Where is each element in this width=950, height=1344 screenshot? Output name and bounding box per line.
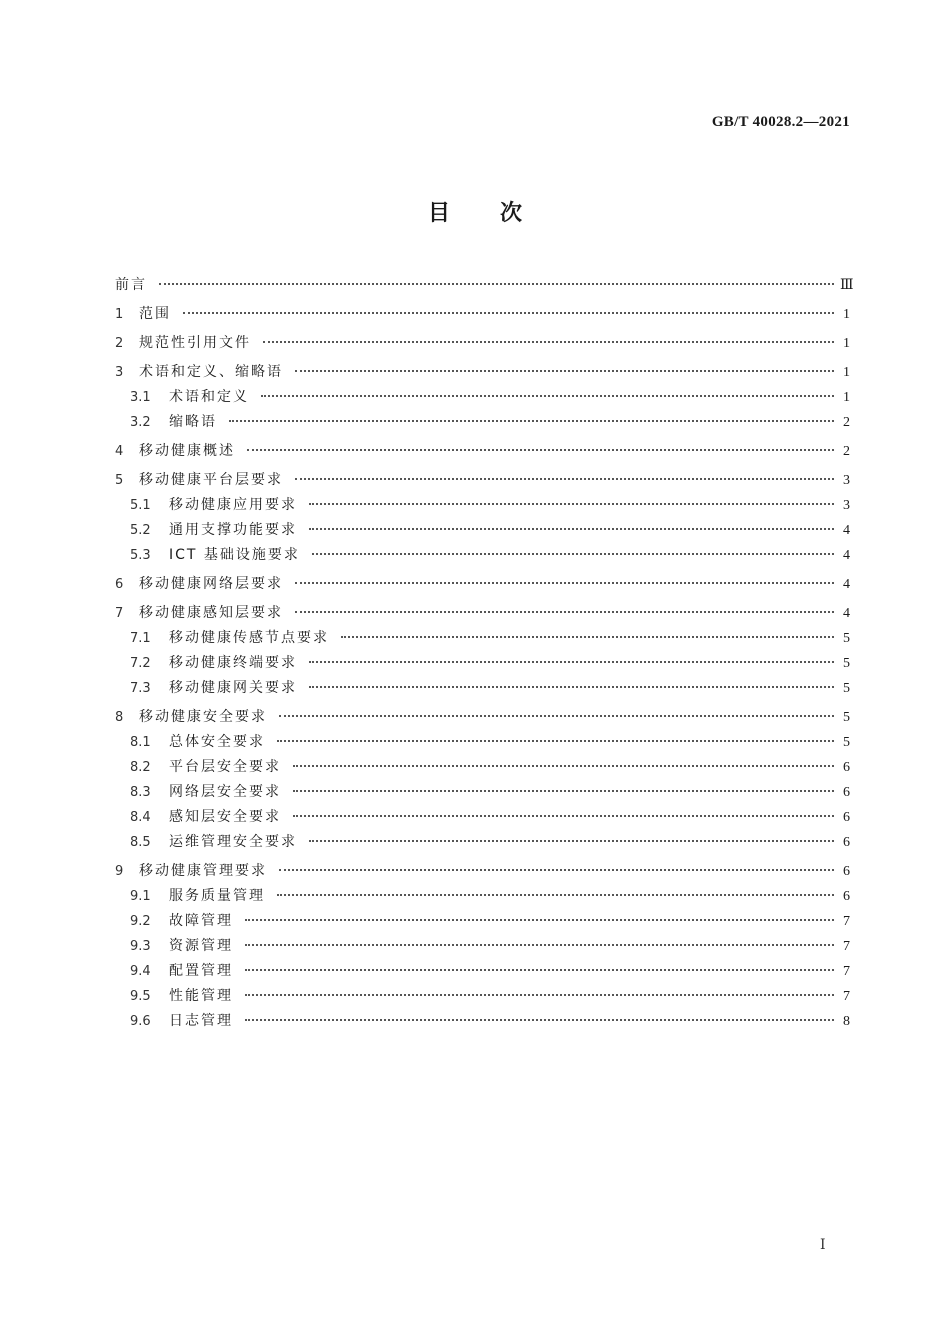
dot-leader: [309, 685, 834, 688]
toc-entry-page: 7: [843, 989, 850, 1004]
toc-entry[interactable]: [115, 1009, 850, 1034]
toc-entry-title: 总体安全要求: [169, 734, 265, 750]
toc-entry-title: 移动健康网关要求: [169, 680, 297, 696]
toc-entry[interactable]: [115, 959, 850, 984]
dot-leader: [183, 311, 834, 314]
toc-entry[interactable]: [115, 805, 850, 830]
toc-entry[interactable]: [115, 780, 850, 805]
toc-entry[interactable]: [115, 572, 850, 597]
standard-number: GB/T 40028.2—2021: [711, 114, 850, 130]
toc-entry-title: 日志管理: [169, 1013, 233, 1029]
toc-entry[interactable]: [115, 410, 850, 435]
toc-entry[interactable]: [115, 676, 850, 701]
toc-entry-page: 6: [843, 864, 850, 879]
toc-entry-title: 范围: [139, 306, 171, 322]
dot-leader: [293, 764, 834, 767]
dot-leader: [245, 993, 834, 996]
toc-entry-page: 2: [843, 444, 850, 459]
toc-entry-title: 移动健康安全要求: [139, 709, 267, 725]
toc-entry-title: 感知层安全要求: [169, 809, 281, 825]
dot-leader: [309, 839, 834, 842]
toc-entry-number: 7.1: [130, 631, 151, 646]
dot-leader: [245, 943, 834, 946]
toc-entry-title: ICT 基础设施要求: [169, 547, 300, 563]
toc-entry-number: 9.5: [130, 989, 151, 1004]
toc-entry-title: 平台层安全要求: [169, 759, 281, 775]
toc-entry-page: 3: [843, 498, 850, 513]
toc-entry[interactable]: [115, 730, 850, 755]
toc-entry-number: 1: [115, 307, 124, 322]
toc-entry-title: 术语和定义、缩略语: [139, 364, 283, 380]
toc-entry-title: 移动健康网络层要求: [139, 576, 283, 592]
table-of-contents: [115, 273, 854, 1034]
toc-entry-title: 通用支撑功能要求: [169, 522, 297, 538]
toc-entry-title: 服务质量管理: [169, 888, 265, 904]
toc-entry-number: 9.6: [130, 1014, 151, 1029]
dot-leader: [245, 1018, 834, 1021]
toc-entry[interactable]: [115, 601, 850, 626]
toc-entry-number: 9.2: [130, 914, 151, 929]
dot-leader: [229, 419, 834, 422]
dot-leader: [293, 789, 834, 792]
dot-leader: [309, 660, 834, 663]
dot-leader: [341, 635, 834, 638]
dot-leader: [263, 340, 834, 343]
toc-entry-title: 运维管理安全要求: [169, 834, 297, 850]
toc-entry[interactable]: [115, 273, 854, 298]
dot-leader: [309, 502, 834, 505]
toc-entry[interactable]: [115, 830, 850, 855]
toc-entry[interactable]: [115, 626, 850, 651]
toc-entry-number: 8.2: [130, 760, 151, 775]
toc-entry-page: 5: [843, 656, 850, 671]
toc-entry[interactable]: [115, 884, 850, 909]
toc-entry-page: 7: [843, 939, 850, 954]
toc-entry-title: 缩略语: [169, 414, 217, 430]
toc-entry-page: 5: [843, 710, 850, 725]
toc-entry[interactable]: [115, 755, 850, 780]
toc-entry-page: Ⅲ: [840, 278, 854, 293]
toc-entry[interactable]: [115, 651, 850, 676]
toc-entry-number: 8: [115, 710, 124, 725]
toc-entry-number: 7: [115, 606, 124, 621]
dot-leader: [245, 918, 834, 921]
toc-entry-page: 6: [843, 785, 850, 800]
dot-leader: [247, 448, 834, 451]
toc-entry-number: 9.4: [130, 964, 151, 979]
page-folio: Ⅰ: [820, 1238, 826, 1253]
toc-entry-page: 5: [843, 631, 850, 646]
toc-entry-number: 8.5: [130, 835, 151, 850]
toc-entry[interactable]: [115, 439, 850, 464]
toc-entry-number: 9.3: [130, 939, 151, 954]
dot-leader: [309, 527, 834, 530]
toc-entry-page: 8: [843, 1014, 850, 1029]
toc-entry[interactable]: [115, 360, 850, 385]
toc-entry-number: 5: [115, 473, 124, 488]
toc-entry-page: 1: [843, 390, 850, 405]
dot-leader: [277, 739, 834, 742]
toc-entry-number: 3: [115, 365, 124, 380]
toc-entry-title: 移动健康概述: [139, 443, 235, 459]
toc-entry-number: 9.1: [130, 889, 151, 904]
toc-entry-page: 5: [843, 735, 850, 750]
toc-entry-page: 7: [843, 964, 850, 979]
toc-entry-page: 5: [843, 681, 850, 696]
toc-title: 目次: [427, 201, 572, 226]
dot-leader: [245, 968, 834, 971]
toc-entry-page: 3: [843, 473, 850, 488]
toc-entry-page: 4: [843, 523, 850, 538]
toc-entry[interactable]: [115, 984, 850, 1009]
toc-entry-title: 移动健康平台层要求: [139, 472, 283, 488]
toc-entry-number: 5.3: [130, 548, 151, 563]
toc-entry-page: 6: [843, 810, 850, 825]
toc-entry[interactable]: [115, 705, 850, 730]
toc-entry-title: 性能管理: [169, 988, 233, 1004]
toc-entry-number: 5.1: [130, 498, 151, 513]
dot-leader: [295, 581, 834, 584]
toc-entry[interactable]: [115, 518, 850, 543]
toc-entry[interactable]: [115, 934, 850, 959]
toc-entry-page: 6: [843, 835, 850, 850]
toc-entry[interactable]: [115, 331, 850, 356]
toc-entry-number: 8.1: [130, 735, 151, 750]
toc-entry-number: 5.2: [130, 523, 151, 538]
toc-entry-number: 6: [115, 577, 124, 592]
dot-leader: [293, 814, 834, 817]
toc-entry[interactable]: [115, 468, 850, 493]
toc-entry[interactable]: [115, 302, 850, 327]
toc-entry-number: 8.4: [130, 810, 151, 825]
toc-entry-title: 故障管理: [169, 913, 233, 929]
toc-entry-title: 网络层安全要求: [169, 784, 281, 800]
dot-leader: [279, 868, 834, 871]
toc-entry-page: 6: [843, 760, 850, 775]
toc-entry-number: 8.3: [130, 785, 151, 800]
toc-entry-title: 资源管理: [169, 938, 233, 954]
toc-entry-page: 4: [843, 606, 850, 621]
toc-entry[interactable]: [115, 493, 850, 518]
toc-entry-title: 移动健康终端要求: [169, 655, 297, 671]
toc-entry-title: 术语和定义: [169, 389, 249, 405]
toc-entry-page: 4: [843, 577, 850, 592]
toc-entry[interactable]: [115, 385, 850, 410]
dot-leader: [312, 552, 834, 555]
toc-entry-title: 前言: [115, 277, 147, 293]
toc-entry-title: 配置管理: [169, 963, 233, 979]
toc-entry-page: 1: [843, 336, 850, 351]
dot-leader: [295, 477, 834, 480]
toc-entry-page: 7: [843, 914, 850, 929]
toc-entry-page: 4: [843, 548, 850, 563]
dot-leader: [279, 714, 834, 717]
toc-entry-page: 1: [843, 307, 850, 322]
toc-entry-number: 3.1: [130, 390, 151, 405]
dot-leader: [295, 369, 834, 372]
toc-entry[interactable]: [115, 909, 850, 934]
toc-entry[interactable]: [115, 543, 850, 568]
toc-entry-title: 移动健康管理要求: [139, 863, 267, 879]
toc-entry-page: 2: [843, 415, 850, 430]
dot-leader: [261, 394, 834, 397]
toc-entry-number: 9: [115, 864, 124, 879]
toc-entry-title: 移动健康应用要求: [169, 497, 297, 513]
toc-entry-number: 3.2: [130, 415, 151, 430]
toc-entry[interactable]: [115, 859, 850, 884]
toc-entry-number: 7.3: [130, 681, 151, 696]
dot-leader: [159, 282, 834, 285]
dot-leader: [295, 610, 834, 613]
toc-entry-title: 规范性引用文件: [139, 335, 251, 351]
toc-entry-number: 2: [115, 336, 124, 351]
toc-entry-page: 6: [843, 889, 850, 904]
toc-entry-number: 4: [115, 444, 124, 459]
toc-entry-title: 移动健康感知层要求: [139, 605, 283, 621]
toc-entry-page: 1: [843, 365, 850, 380]
toc-entry-title: 移动健康传感节点要求: [169, 630, 329, 646]
toc-entry-number: 7.2: [130, 656, 151, 671]
dot-leader: [277, 893, 834, 896]
